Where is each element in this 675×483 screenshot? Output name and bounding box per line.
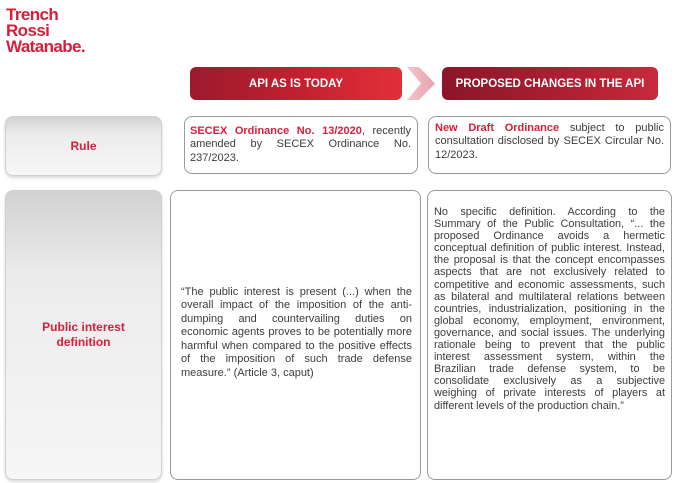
current-ordinance-name: SECEX Ordinance No. 13/2020 (190, 125, 362, 137)
row-label-rule (5, 116, 162, 176)
company-logo (6, 7, 85, 55)
row-label-rule-text: Rule (70, 138, 97, 153)
rule-current-cell (184, 116, 418, 174)
public-interest-proposed-cell (427, 190, 672, 480)
row-label-public-interest-text: Public interest definition (42, 320, 125, 349)
header-proposed-changes: PROPOSED CHANGES IN THE API (442, 67, 658, 100)
proposed-ordinance-name: New Draft Ordinance (435, 122, 560, 134)
proposed-ordinance-text: subject to public consultation disclosed by SECEX Circular No. 12/2023. (435, 122, 664, 161)
public-interest-proposed-text: No specific definition. According to the Summary of the Public Consultation, “... the proposed Ordinance avoids a hermetic conceptual definition of public interest. Instead, the proposal is that the concept encompasses aspects that are not exclusively related to competitive and economic assessments, such as bilateral and multilateral relations between countries, industrialization, positioning in the global economy, employment, environment, governance, and social issues. The underlying rationale being to prevent that the public interest assessment system, within the Brazilian trade defense system, to be consolidate exclusively as a subjective weighing of private interests of players at different levels of the production chain.” (434, 206, 665, 412)
logo-line-1: Trench (6, 5, 59, 24)
row-label-public-interest (5, 190, 162, 480)
header-api-today: API AS IS TODAY (190, 67, 402, 100)
logo-line-3: Watanabe. (6, 37, 85, 56)
chevron-right-icon (407, 67, 439, 100)
rule-proposed-cell (428, 116, 671, 174)
current-ordinance-text: , recently amended by SECEX Ordinance No. 237/2023. (190, 125, 411, 164)
logo-line-2: Rossi (6, 21, 50, 40)
public-interest-current-text: “The public interest is present (...) when the overall impact of the imposition of the anti-dumping and countervailing duties on economic agents proves to be potentially more harmful when compared to the positive effects of the imposition of such trade defense measure.” (Article 3, caput) (181, 286, 412, 379)
public-interest-current-cell (170, 190, 421, 480)
